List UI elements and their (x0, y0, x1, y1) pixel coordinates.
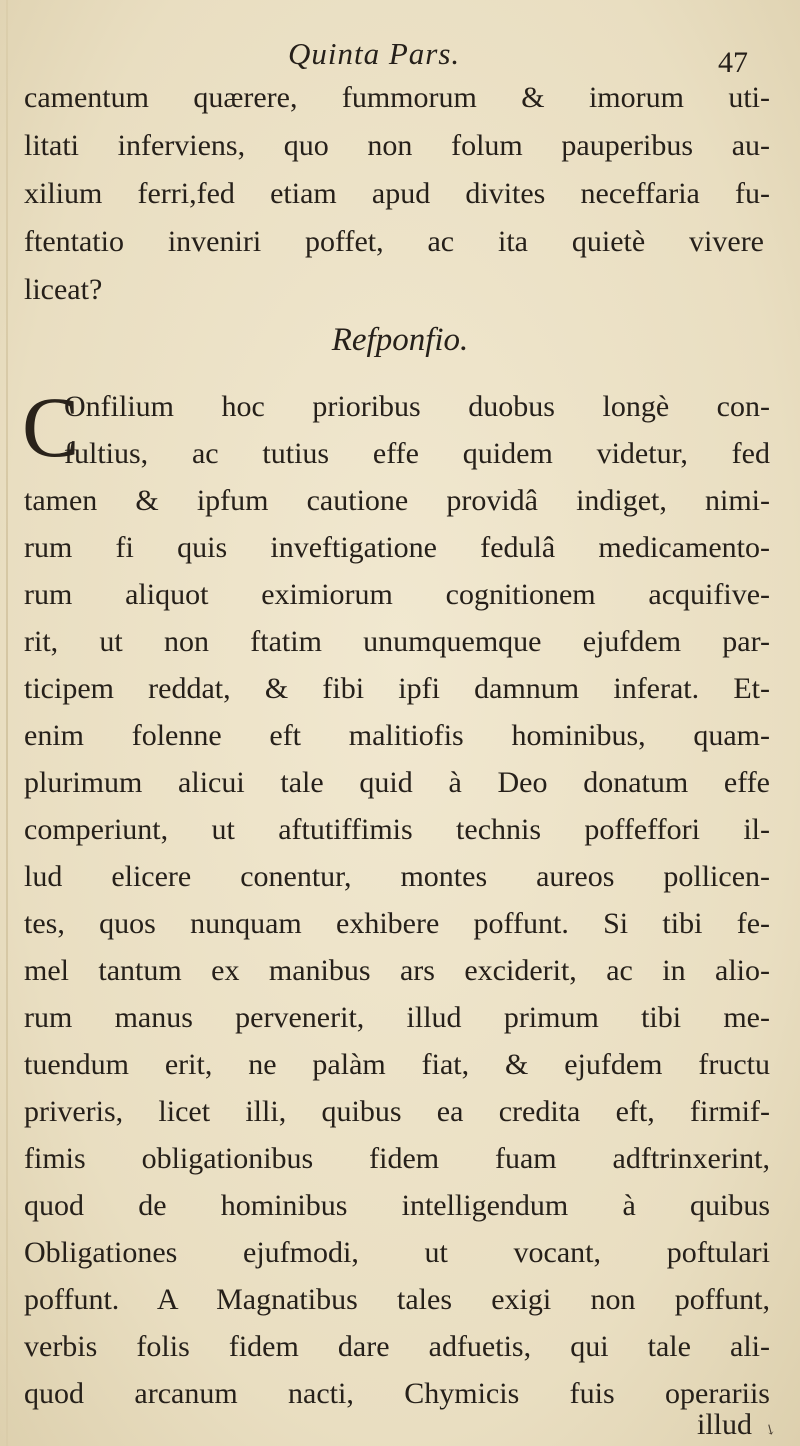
page-gutter (6, 0, 8, 1446)
text-line: verbis folis fidem dare adfuetis, qui tale ali- (24, 1330, 770, 1363)
text-line: fultius, ac tutius effe quidem videtur, fed (64, 437, 770, 470)
text-line: poffunt. A Magnatibus tales exigi non poffunt, (24, 1283, 770, 1316)
catchword: illud (696, 1408, 752, 1441)
text-line: ticipem reddat, & fibi ipfi damnum inferat. Et- (24, 672, 770, 705)
text-line: rit, ut non ftatim unumquemque ejufdem par- (24, 625, 770, 658)
text-line: tamen & ipfum cautione providâ indiget, nimi- (24, 484, 770, 517)
text-line: Obligationes ejufmodi, ut vocant, poftulari (24, 1236, 770, 1269)
text-line: rum aliquot eximiorum cognitionem acquifive- (24, 578, 770, 611)
text-line: ftentatio inveniri poffet, ac ita quietè vivere (24, 225, 764, 258)
text-line: Onfilium hoc prioribus duobus longè con- (64, 390, 770, 423)
running-head: Quinta Pars. (288, 36, 461, 71)
page-number: 47 (718, 46, 748, 79)
text-line: lud elicere conentur, montes aureos pollicen- (24, 860, 770, 893)
drop-cap: C (22, 379, 80, 475)
text-line: litati inferviens, quo non folum pauperibus au- (24, 129, 770, 162)
text-line: fimis obligationibus fidem fuam adftrinxerint, (24, 1142, 770, 1175)
page-mark: ↘ (760, 1420, 779, 1440)
text-line: rum fi quis inveftigatione fedulâ medicamento- (24, 531, 770, 564)
text-line: camentum quærere, fummorum & imorum uti- (24, 81, 770, 114)
text-line: tuendum erit, ne palàm fiat, & ejufdem fructu (24, 1048, 770, 1081)
text-line: plurimum alicui tale quid à Deo donatum effe (24, 766, 770, 799)
text-line: enim folenne eft malitiofis hominibus, quam- (24, 719, 770, 752)
text-line: tes, quos nunquam exhibere poffunt. Si tibi fe- (24, 907, 770, 940)
text-line: priveris, licet illi, quibus ea credita eft, firmif- (24, 1095, 770, 1128)
section-heading: Refponfio. (331, 322, 469, 358)
text-line: quod arcanum nacti, Chymicis fuis operariis (24, 1377, 770, 1410)
text-line: comperiunt, ut aftutiffimis technis poffeffori il- (24, 813, 770, 846)
text-line: xilium ferri,fed etiam apud divites neceffaria fu- (24, 177, 770, 210)
text-line: quod de hominibus intelligendum à quibus (24, 1189, 770, 1222)
text-line: liceat? (24, 273, 103, 306)
text-line: rum manus pervenerit, illud primum tibi me- (24, 1001, 770, 1034)
text-line: mel tantum ex manibus ars exciderit, ac in alio- (24, 954, 770, 987)
